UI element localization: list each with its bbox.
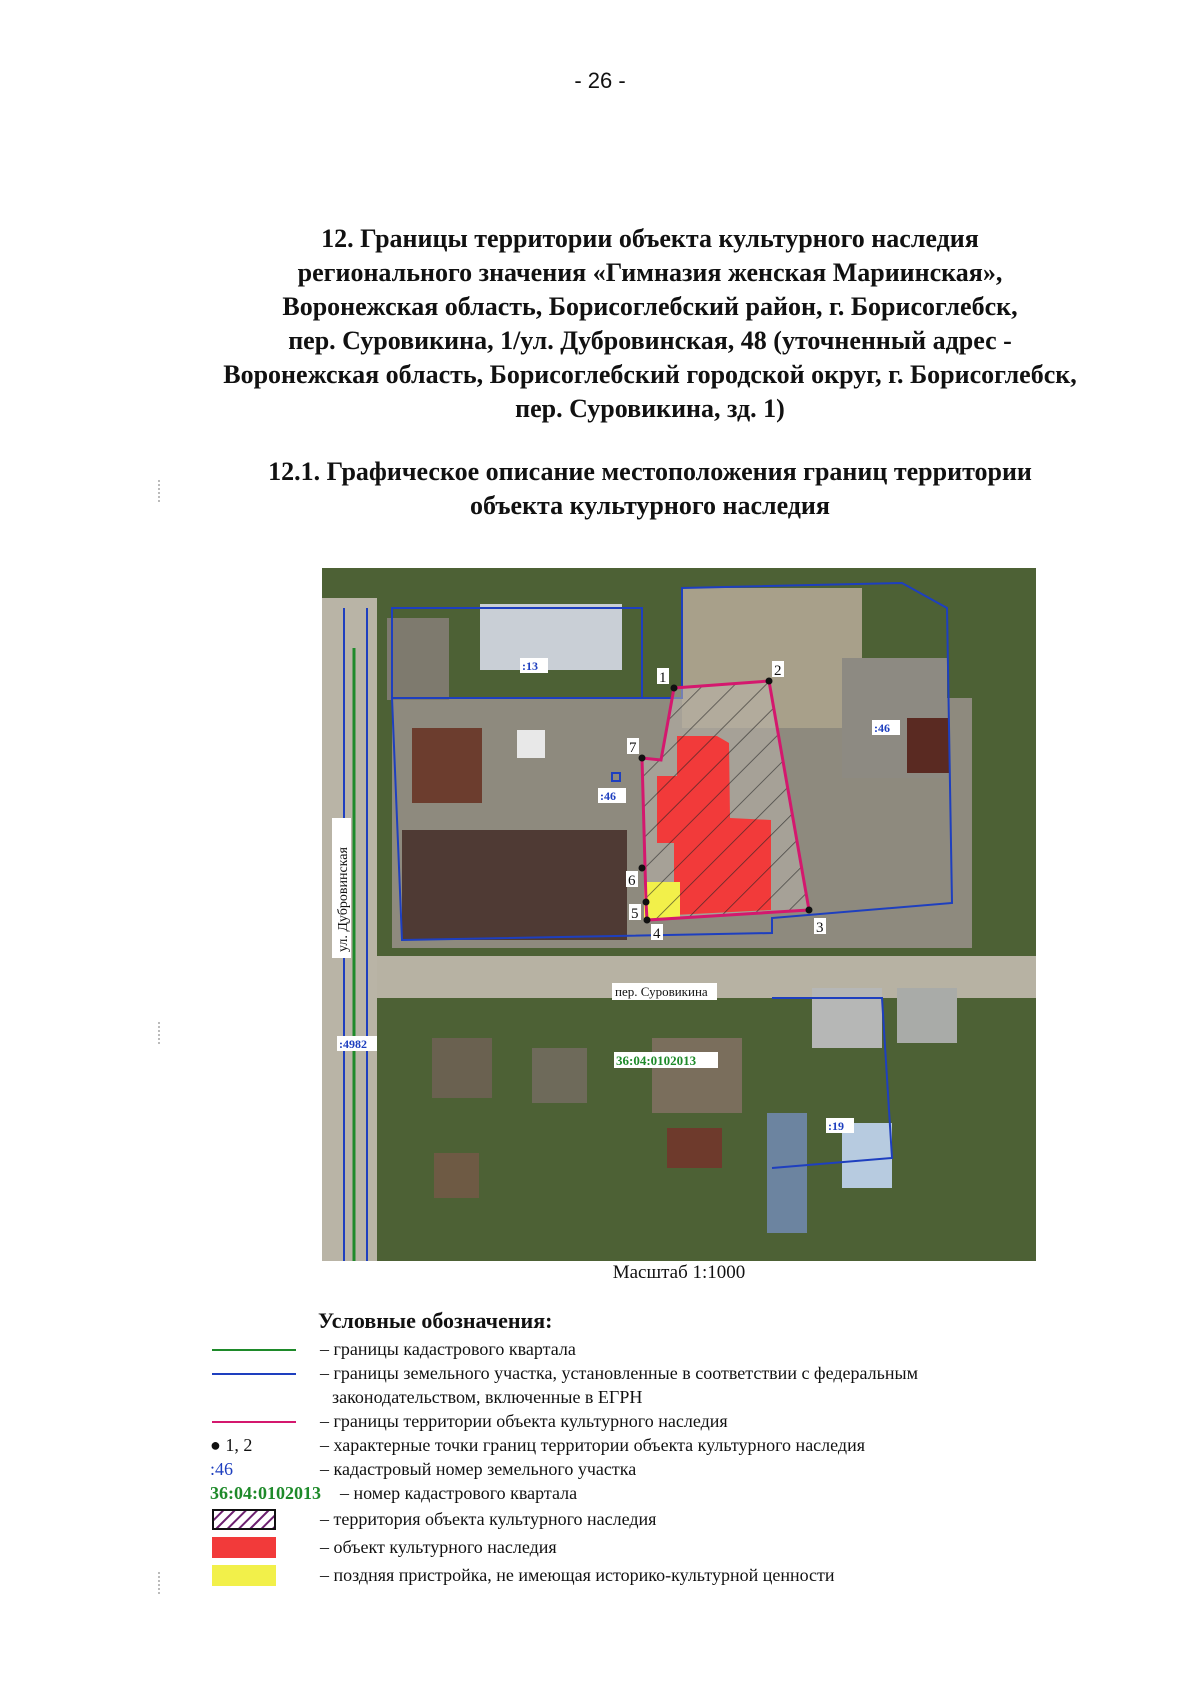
- building: [907, 718, 949, 773]
- legend-item-later-annex: [0, 1564, 1200, 1588]
- legend-title: Условные обозначения:: [318, 1308, 553, 1333]
- section-title-line: Воронежская область, Борисоглебский городской округ, г. Борисоглебск,: [223, 360, 1077, 389]
- quarter-label: 36:04:0102013: [616, 1053, 697, 1068]
- subsection-title-line: объекта культурного наследия: [470, 491, 830, 520]
- point-5: [643, 899, 650, 906]
- page-number: - 26 -: [574, 68, 626, 93]
- legend-text: – объект культурного наследия: [320, 1537, 557, 1557]
- legend-text: – границы земельного участка, установленные в соответствии с федеральным: [320, 1363, 918, 1383]
- blue-line-symbol: [212, 1373, 296, 1375]
- point-symbol: ● 1, 2: [210, 1435, 253, 1455]
- legend-item-points: [0, 1434, 1200, 1458]
- point-7: [639, 755, 646, 762]
- legend-item-quarter-boundary: [0, 1338, 1200, 1362]
- subsection-title-line: 12.1. Графическое описание местоположения границ территории: [268, 457, 1032, 486]
- building: [480, 604, 622, 670]
- section-title-line: 12. Границы территории объекта культурного наследия: [321, 224, 979, 253]
- aerial-map: [322, 568, 1036, 1261]
- legend-item-territory: [0, 1508, 1200, 1532]
- section-title: [150, 222, 1150, 426]
- street-surovikina-label: пер. Суровикина: [615, 984, 708, 999]
- street-dubrovinskaya-label: ул. Дубровинская: [336, 847, 351, 952]
- parcel-label: :46: [874, 721, 890, 735]
- legend-item-parcel-boundary: [0, 1362, 1200, 1410]
- point-label: 2: [774, 663, 782, 679]
- section-title-line: пер. Суровикина, зд. 1): [515, 394, 785, 423]
- legend-text: – границы кадастрового квартала: [320, 1339, 576, 1359]
- point-6: [639, 865, 646, 872]
- parcel-label: :4982: [339, 1037, 367, 1051]
- subsection-title: [150, 455, 1150, 523]
- legend-text: – номер кадастрового квартала: [340, 1483, 578, 1503]
- building: [402, 830, 627, 940]
- parcel-label: :13: [522, 659, 538, 673]
- point-label: 1: [659, 670, 667, 686]
- quarter-number-symbol: 36:04:0102013: [210, 1483, 321, 1503]
- parcel-number-symbol: :46: [210, 1459, 234, 1479]
- legend-text: – границы территории объекта культурного наследия: [320, 1411, 728, 1431]
- section-title-line: пер. Суровикина, 1/ул. Дубровинская, 48 (уточненный адрес -: [288, 326, 1012, 355]
- legend-item-heritage-object: [0, 1536, 1200, 1560]
- green-line-symbol: [212, 1349, 296, 1351]
- point-label: 3: [816, 920, 824, 936]
- parcel-label: :19: [828, 1119, 844, 1133]
- point-3: [806, 907, 813, 914]
- point-label: 5: [631, 906, 639, 922]
- point-label: 4: [653, 926, 661, 942]
- magenta-line-symbol: [212, 1421, 296, 1423]
- parcel-label: :46: [600, 789, 616, 803]
- legend-text: – характерные точки границ территории объекта культурного наследия: [320, 1435, 865, 1455]
- point-2: [766, 678, 773, 685]
- legend-text: – поздняя пристройка, не имеющая историко-культурной ценности: [320, 1565, 835, 1585]
- building: [412, 728, 482, 803]
- legend-item-heritage-boundary: [0, 1410, 1200, 1434]
- legend-item-quarter-number: [0, 1482, 1200, 1506]
- hatched-box-symbol: [212, 1509, 276, 1530]
- legend-text-continued: законодательством, включенные в ЕГРН: [332, 1387, 643, 1407]
- yellow-box-symbol: [212, 1565, 276, 1586]
- section-title-line: Воронежская область, Борисоглебский район, г. Борисоглебск,: [282, 292, 1018, 321]
- legend-text: – кадастровый номер земельного участка: [320, 1459, 637, 1479]
- point-4: [644, 917, 651, 924]
- point-label: 6: [628, 873, 636, 889]
- point-label: 7: [629, 740, 637, 756]
- red-box-symbol: [212, 1537, 276, 1558]
- legend-item-parcel-number: [0, 1458, 1200, 1482]
- legend-text: – территория объекта культурного наследия: [320, 1509, 657, 1529]
- point-1: [671, 685, 678, 692]
- map-scale: Масштаб 1:1000: [612, 1262, 746, 1283]
- section-title-line: регионального значения «Гимназия женская Мариинская»,: [297, 258, 1003, 287]
- margin-dots: [158, 1022, 162, 1044]
